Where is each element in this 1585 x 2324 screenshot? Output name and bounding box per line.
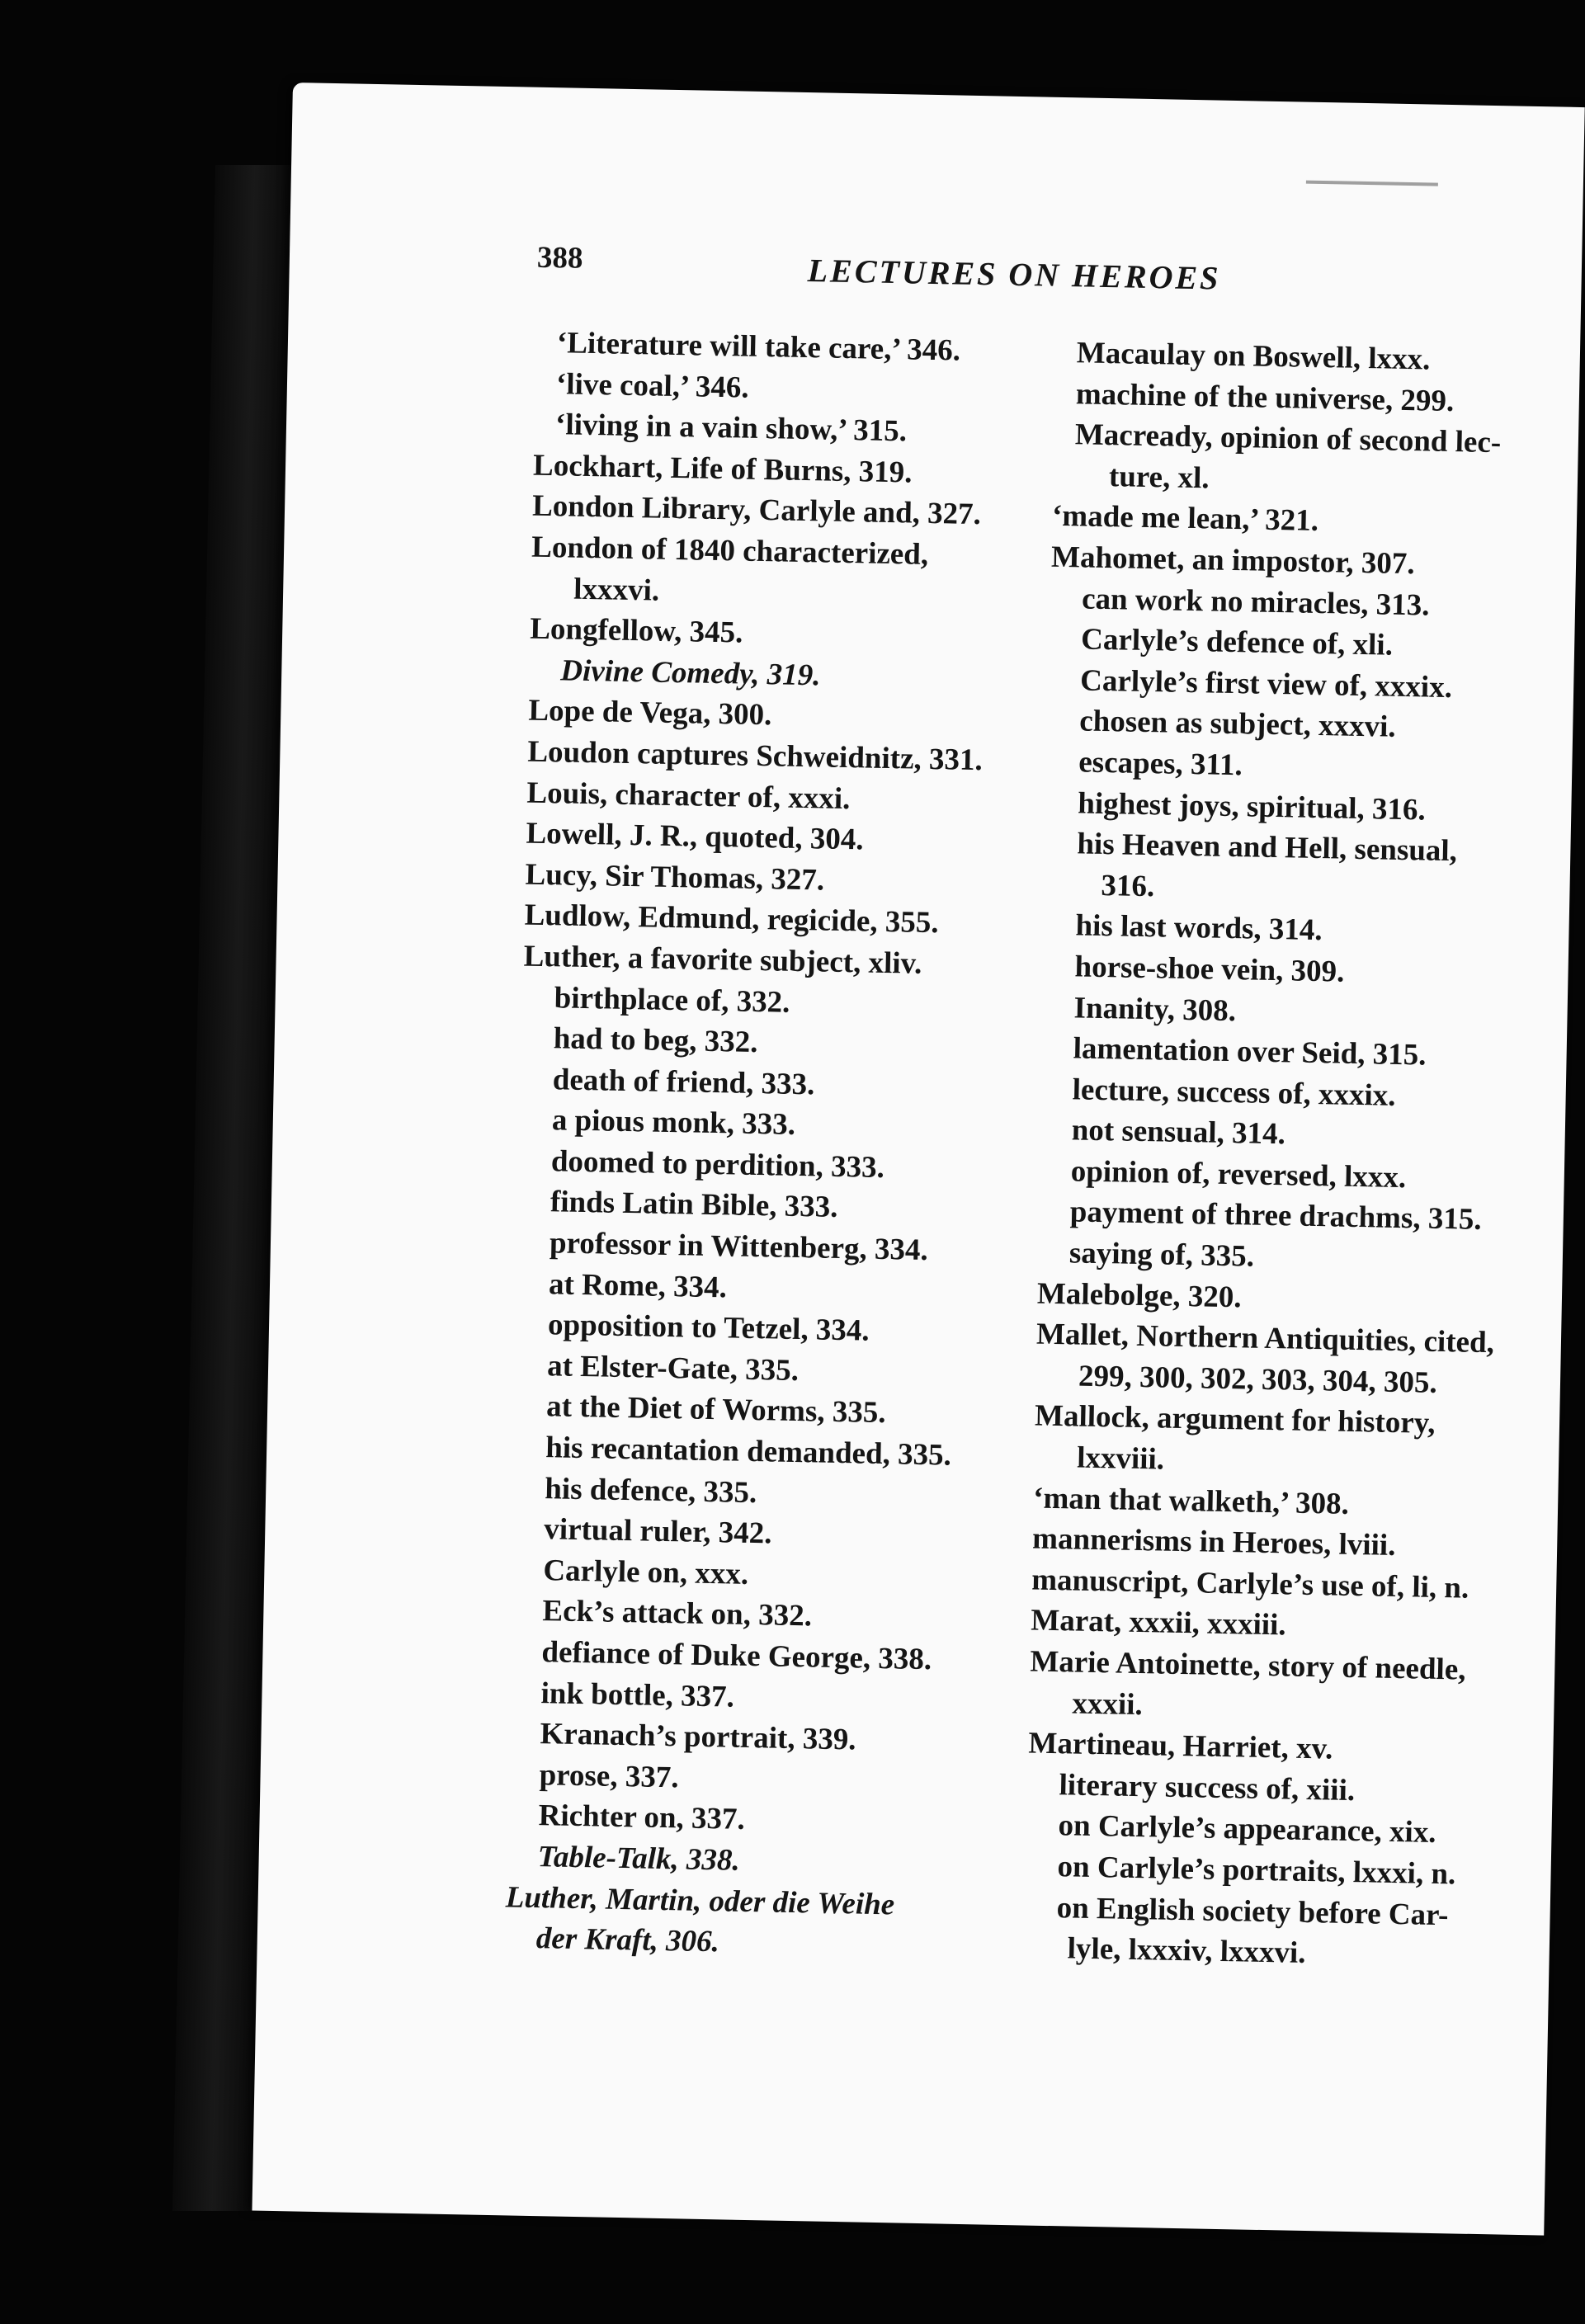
index-entry: can work no miracles, 313.	[1081, 582, 1430, 623]
index-entry: Mahomet, an impostor, 307.	[1050, 540, 1416, 582]
index-entry: Table-Talk, 338.	[537, 1840, 741, 1878]
index-entry: manuscript, Carlyle’s use of, li, n.	[1031, 1563, 1469, 1605]
index-entry: lamentation over Seid, 315.	[1073, 1031, 1427, 1072]
index-entry: on Carlyle’s appearance, xix.	[1058, 1808, 1436, 1850]
index-entry: at Elster-Gate, 335.	[546, 1349, 800, 1388]
index-entry: his last words, 314.	[1075, 908, 1323, 948]
book-page	[252, 82, 1584, 2236]
index-entry: his Heaven and Hell, sensual,	[1077, 827, 1458, 869]
index-entry: Lockhart, Life of Burns, 319.	[532, 448, 913, 490]
index-entry: Ludlow, Edmund, regicide, 355.	[524, 898, 939, 940]
index-entry: a pious monk, 333.	[551, 1103, 796, 1143]
index-entry: his recantation demanded, 335.	[545, 1431, 952, 1473]
index-entry: Malebolge, 320.	[1036, 1276, 1242, 1314]
page-content	[252, 82, 1584, 2236]
index-entry: saying of, 335.	[1068, 1236, 1255, 1274]
index-entry: on Carlyle’s portraits, lxxxi, n.	[1057, 1850, 1456, 1892]
index-entry: chosen as subject, xxxvi.	[1078, 704, 1397, 745]
index-entry: Mallock, argument for history,	[1034, 1399, 1436, 1441]
index-entry: Richter on, 337.	[538, 1798, 746, 1837]
index-entry: Carlyle’s defence of, xli.	[1080, 622, 1394, 662]
index-entry: ‘made me lean,’ 321.	[1051, 499, 1319, 539]
index-entry: Carlyle’s first view of, xxxix.	[1079, 663, 1453, 705]
index-column-left	[504, 323, 1031, 1968]
index-entry: Lucy, Sir Thomas, 327.	[525, 857, 825, 898]
index-entry: lxxviii.	[1076, 1440, 1165, 1477]
index-entry: lecture, success of, xxxix.	[1072, 1072, 1396, 1113]
index-entry: mannerisms in Heroes, lviii.	[1031, 1521, 1396, 1563]
index-entry: opinion of, reversed, lxxx.	[1070, 1154, 1407, 1195]
running-head: LECTURES ON HEROES	[807, 252, 1221, 297]
index-entry: ‘live coal,’ 346.	[555, 366, 749, 405]
index-entry: Mallet, Northern Antiquities, cited,	[1035, 1317, 1495, 1360]
index-entry: defiance of Duke George, 338.	[541, 1635, 932, 1677]
index-entry: professor in Wittenberg, 334.	[549, 1226, 929, 1268]
index-entry: lyle, lxxxiv, lxxxvi.	[1067, 1931, 1306, 1971]
index-entry: literary success of, xiii.	[1059, 1767, 1356, 1808]
page-number: 388	[536, 240, 583, 276]
index-entry: machine of the universe, 299.	[1075, 376, 1455, 418]
index-entry: Martineau, Harriet, xv.	[1028, 1726, 1333, 1766]
index-entry: Inanity, 308.	[1073, 990, 1237, 1028]
index-entry: had to beg, 332.	[553, 1021, 758, 1060]
index-entry: ‘living in a vain show,’ 315.	[554, 408, 908, 449]
index-entry: 316.	[1101, 868, 1155, 903]
index-entry: Loudon captures Schweidnitz, 331.	[527, 734, 984, 778]
index-entry: 299, 300, 302, 303, 304, 305.	[1078, 1359, 1438, 1400]
index-entry: highest joys, spiritual, 316.	[1078, 785, 1427, 827]
index-column-right	[1024, 332, 1567, 1978]
index-entry: at the Diet of Worms, 335.	[545, 1389, 886, 1431]
index-entry: prose, 337.	[539, 1757, 679, 1795]
index-entry: death of friend, 333.	[552, 1062, 815, 1102]
index-entry: ‘man that walketh,’ 308.	[1032, 1481, 1350, 1521]
index-entry: London of 1840 characterized,	[531, 530, 929, 572]
index-entry: Luther, a favorite subject, xliv.	[523, 939, 922, 981]
index-entry: xxxii.	[1072, 1686, 1144, 1722]
index-entry: Eck’s attack on, 332.	[542, 1594, 813, 1633]
index-entry: virtual ruler, 342.	[543, 1512, 772, 1551]
index-entry: Macaulay on Boswell, lxxx.	[1076, 336, 1431, 377]
index-entry: escapes, 311.	[1078, 745, 1243, 783]
index-entry: Kranach’s portrait, 339.	[540, 1717, 856, 1757]
index-entry: Carlyle on, xxx.	[543, 1553, 749, 1591]
index-entry: Marie Antoinette, story of needle,	[1030, 1644, 1466, 1687]
index-entry: Marat, xxxii, xxxiii.	[1030, 1603, 1287, 1643]
index-entry: opposition to Tetzel, 334.	[547, 1308, 870, 1348]
index-entry: payment of three drachms, 315.	[1069, 1195, 1482, 1237]
index-entry: Louis, character of, xxxi.	[526, 775, 851, 816]
index-entry: horse-shoe vein, 309.	[1074, 950, 1345, 989]
index-entry: his defence, 335.	[544, 1471, 757, 1510]
index-entry: birthplace of, 332.	[554, 980, 790, 1020]
index-entry: at Rome, 334.	[548, 1266, 728, 1305]
index-entry: not sensual, 314.	[1071, 1113, 1286, 1152]
index-entry: Luther, Martin, oder die Weihe	[505, 1879, 895, 1921]
index-entry: Lowell, J. R., quoted, 304.	[526, 816, 864, 857]
index-entry: Lope de Vega, 300.	[528, 693, 772, 733]
index-entry: ture, xl.	[1108, 459, 1210, 496]
index-entry: lxxxvi.	[573, 572, 660, 608]
index-entry: Longfellow, 345.	[529, 611, 743, 650]
index-entry: London Library, Carlyle and, 327.	[531, 489, 982, 532]
index-entry: ‘Literature will take care,’ 346.	[556, 326, 961, 368]
index-entry: on English society before Car-	[1056, 1890, 1449, 1932]
index-entry: Macready, opinion of second lec-	[1074, 417, 1502, 460]
index-entry: doomed to perdition, 333.	[550, 1144, 885, 1185]
index-entry: ink bottle, 337.	[540, 1676, 735, 1714]
index-entry: der Kraft, 306.	[535, 1921, 720, 1959]
index-entry: finds Latin Bible, 333.	[550, 1185, 838, 1225]
index-entry: Divine Comedy, 319.	[559, 653, 821, 693]
